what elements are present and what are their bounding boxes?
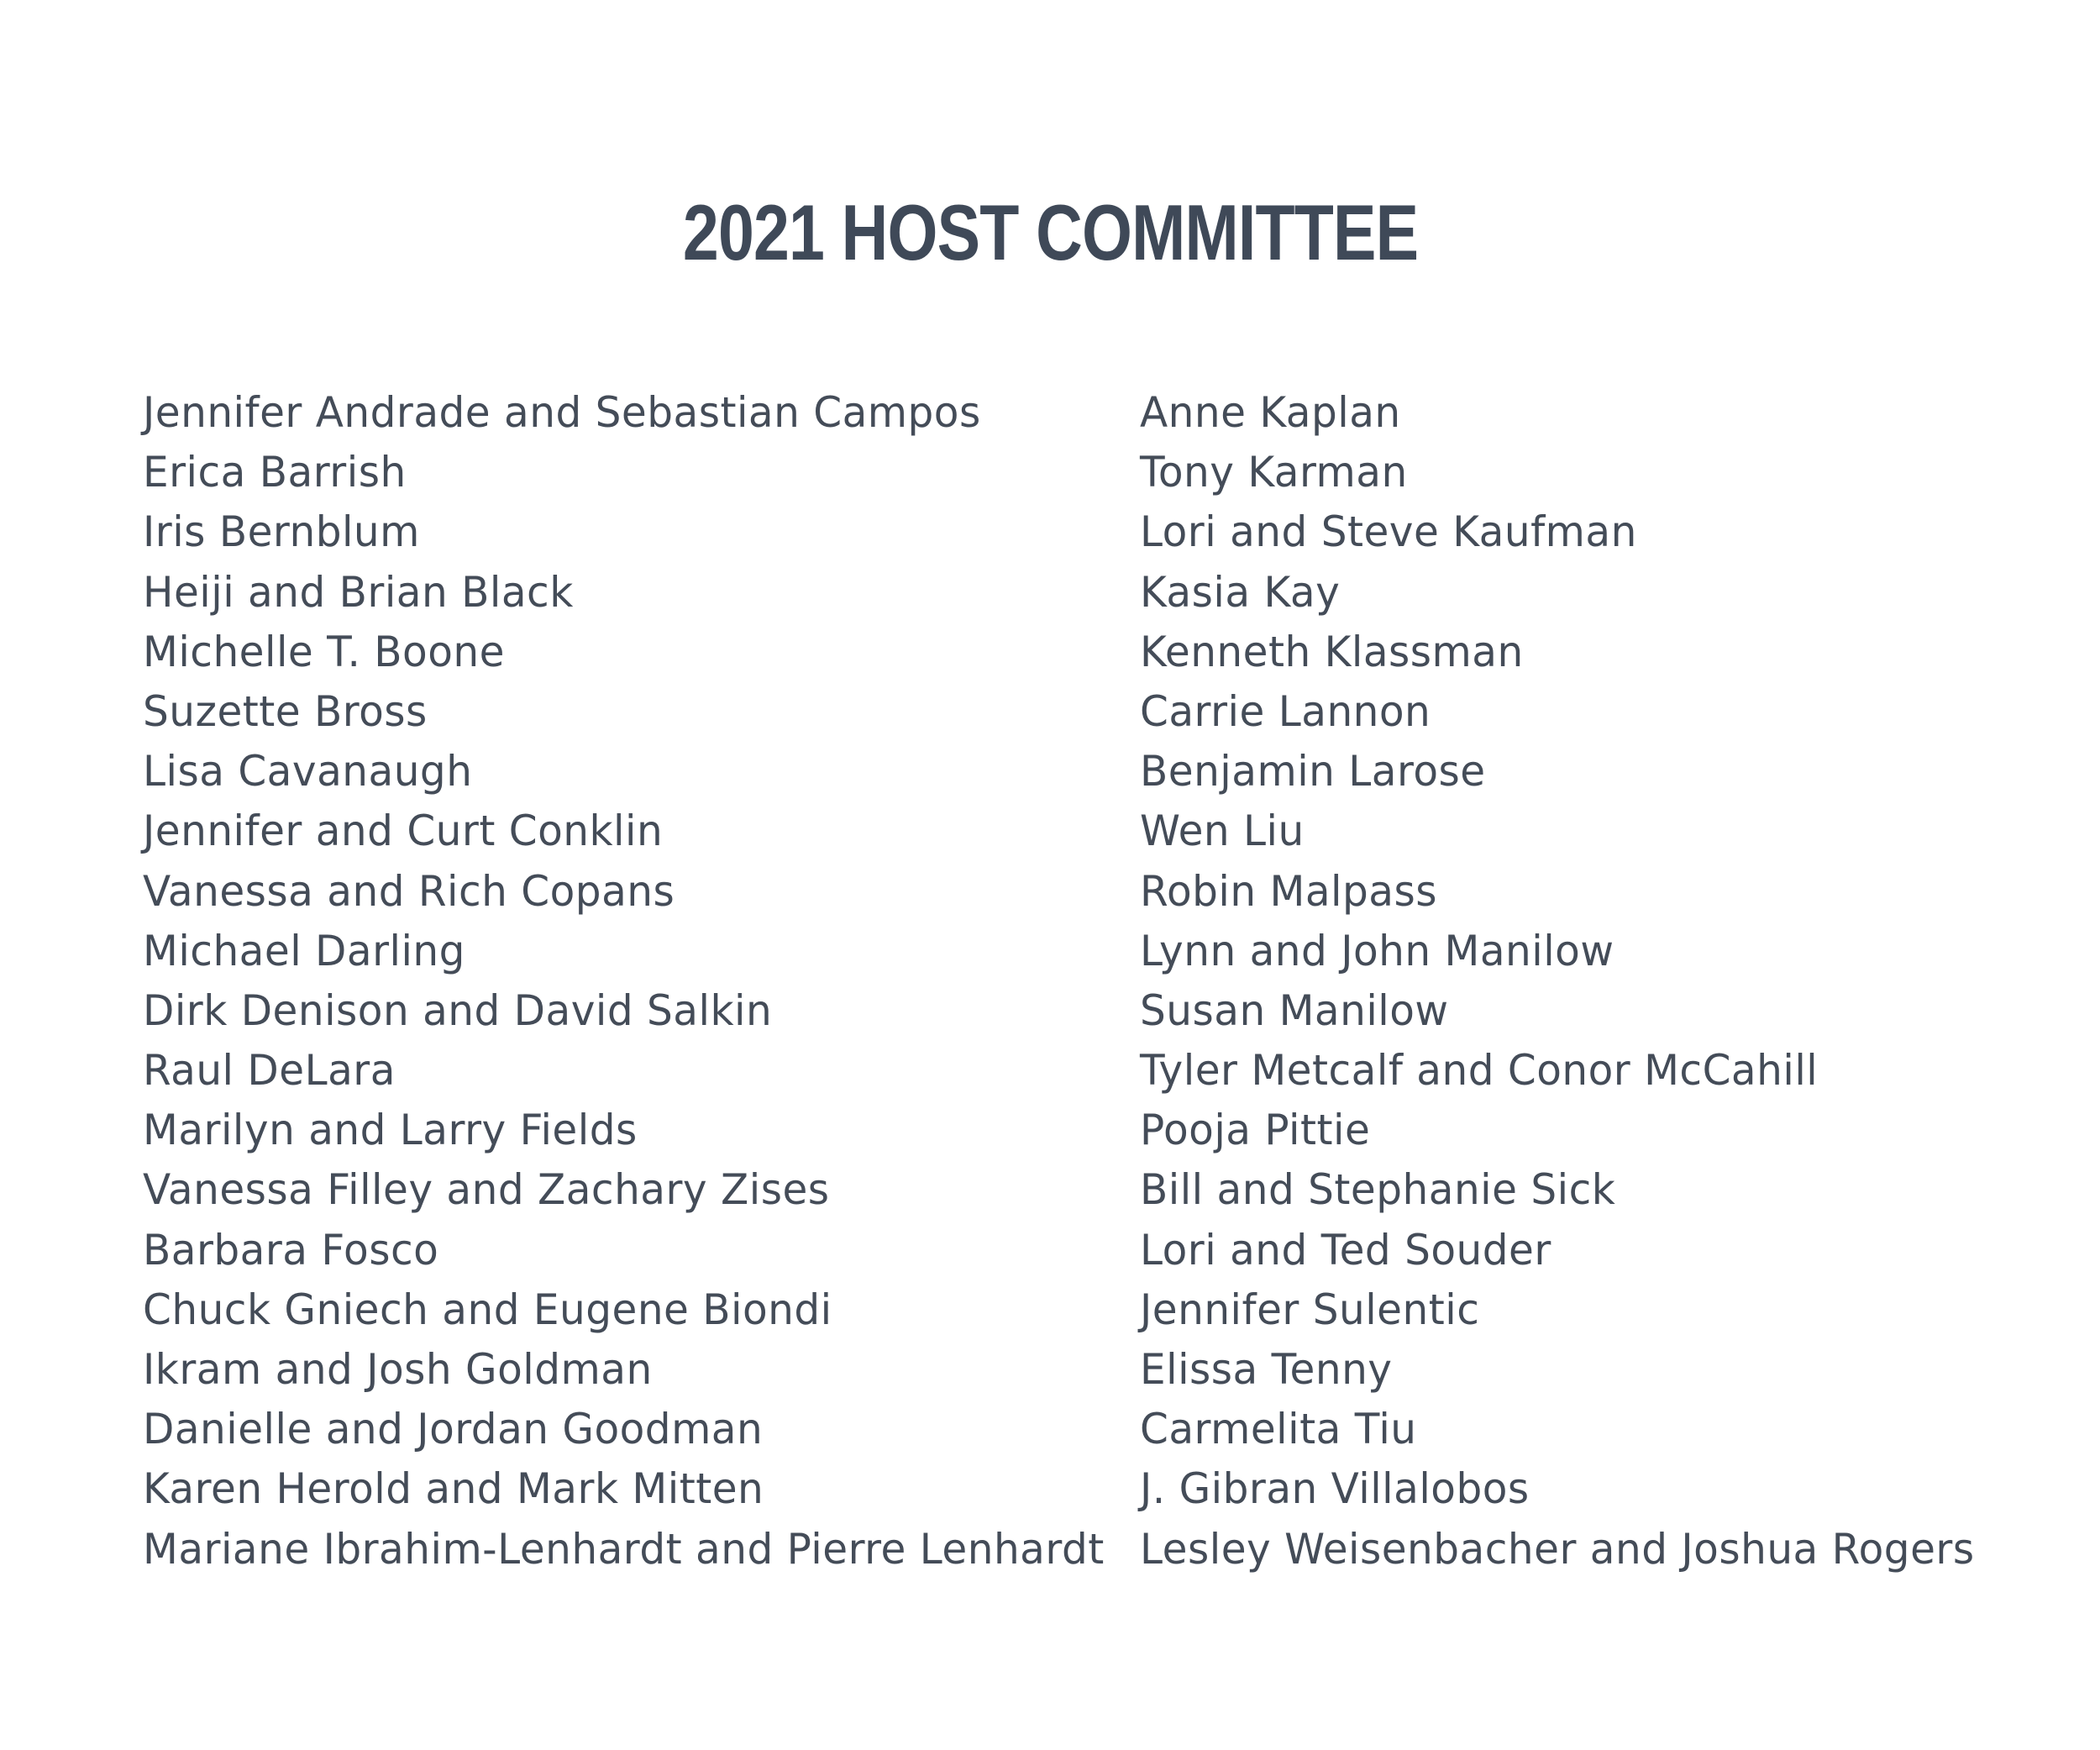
committee-member-name: Wen Liu <box>1140 807 1305 856</box>
committee-member-name: Kenneth Klassman <box>1140 627 1524 676</box>
committee-member-name: Jennifer Sulentic <box>1140 1285 1480 1334</box>
committee-member-name: Ikram and Josh Goldman <box>143 1345 653 1394</box>
committee-member-name: Erica Barrish <box>143 448 407 497</box>
committee-member-name: Lesley Weisenbacher and Joshua Rogers <box>1140 1524 1975 1574</box>
committee-member-name: Heiji and Brian Black <box>143 567 574 617</box>
committee-member-name: Pooja Pittie <box>1140 1106 1371 1155</box>
committee-member-name: Marilyn and Larry Fields <box>143 1106 638 1155</box>
left-name-list <box>143 383 1151 1579</box>
committee-member-name: Robin Malpass <box>1140 866 1438 916</box>
committee-member-name: Lori and Steve Kaufman <box>1140 507 1637 557</box>
committee-member-name: Michael Darling <box>143 926 465 975</box>
committee-member-name: J. Gibran Villalobos <box>1140 1464 1530 1514</box>
committee-member-name: Dirk Denison and David Salkin <box>143 985 773 1035</box>
committee-member-name: Benjamin Larose <box>1140 747 1486 796</box>
committee-member-name: Lisa Cavanaugh <box>143 747 473 796</box>
committee-member-name: Suzette Bross <box>143 686 428 736</box>
committee-member-name: Elissa Tenny <box>1140 1345 1393 1394</box>
committee-member-name: Michelle T. Boone <box>143 627 505 676</box>
committee-member-name: Susan Manilow <box>1140 985 1449 1035</box>
committee-member-name: Barbara Fosco <box>143 1225 439 1274</box>
committee-member-name: Carmelita Tiu <box>1140 1405 1417 1454</box>
committee-member-name: Anne Kaplan <box>1140 388 1401 437</box>
committee-member-name: Mariane Ibrahim-Lenhardt and Pierre Lenhardt <box>143 1524 1105 1574</box>
committee-member-name: Lynn and John Manilow <box>1140 926 1614 975</box>
committee-member-name: Tony Karman <box>1140 448 1408 497</box>
committee-member-name: Jennifer Andrade and Sebastian Campos <box>143 388 981 437</box>
committee-member-name: Carrie Lannon <box>1140 686 1431 736</box>
committee-member-name: Lori and Ted Souder <box>1140 1225 1551 1274</box>
committee-member-name: Raul DeLara <box>143 1046 396 1096</box>
committee-member-name: Bill and Stephanie Sick <box>1140 1165 1616 1215</box>
committee-member-name: Vanessa and Rich Copans <box>143 866 675 916</box>
committee-member-name: Kasia Kay <box>1140 567 1341 617</box>
committee-member-name: Danielle and Jordan Goodman <box>143 1405 764 1454</box>
committee-member-name: Chuck Gniech and Eugene Biondi <box>143 1285 832 1334</box>
committee-member-name: Jennifer and Curt Conklin <box>143 807 664 856</box>
committee-member-name: Tyler Metcalf and Conor McCahill <box>1140 1046 1819 1096</box>
page-title: 2021 HOST COMMITTEE <box>682 188 1419 276</box>
committee-member-name: Vanessa Filley and Zachary Zises <box>143 1165 830 1215</box>
committee-member-name: Iris Bernblum <box>143 507 420 557</box>
right-name-list <box>1140 383 2081 1579</box>
committee-member-name: Karen Herold and Mark Mitten <box>143 1464 764 1514</box>
